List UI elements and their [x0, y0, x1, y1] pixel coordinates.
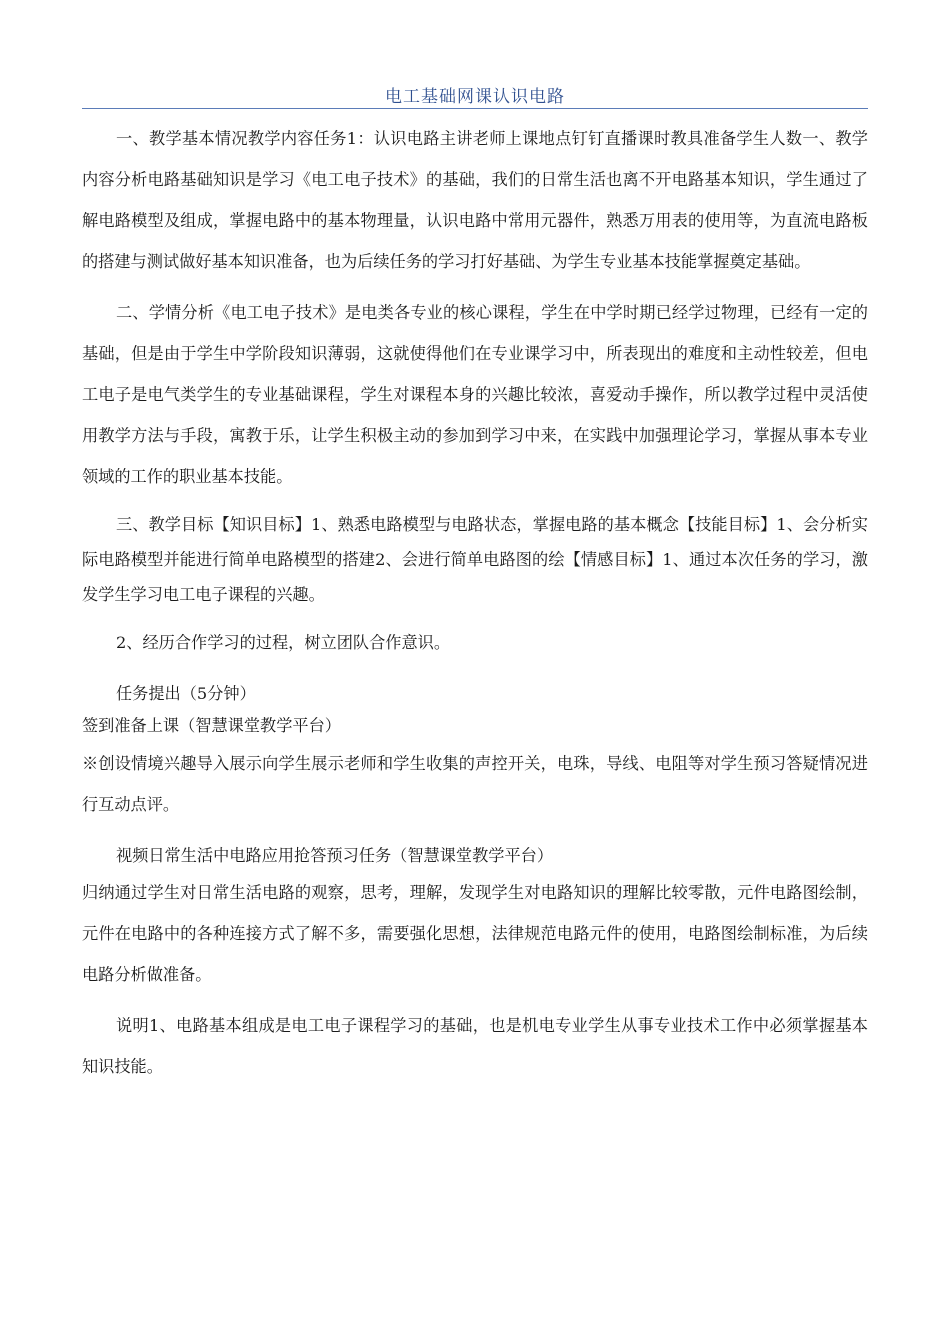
- paragraph-teaching-goals: 三、教学目标【知识目标】1、熟悉电路模型与电路状态，掌握电路的基本概念【技能目标】1、会分析实际电路模型并能进行简单电路模型的搭建2、会进行简单电路图的绘【情感目标】1、通过本次任务的学习，激发学生学习电工电子课程的兴趣。: [82, 515, 868, 604]
- paragraph-student-analysis: 二、学情分析《电工电子技术》是电类各专业的核心课程，学生在中学时期已经学过物理，已经有一定的基础，但是由于学生中学阶段知识薄弱，这就使得他们在专业课学习中，所表现出的难度和主动性较差，但电工电子是电气类学生的专业基础课程，学生对课程本身的兴趣比较浓，喜爱动手操作，所以教学过程中灵活使用教学方法与手段，寓教于乐，让学生积极主动的参加到学习中来，在实践中加强理论学习，掌握从事本专业领域的工作的职业基本技能。: [82, 303, 868, 486]
- paragraph-sign-in: 签到准备上课（智慧课堂教学平台）: [82, 716, 341, 735]
- paragraph-video-task: 视频日常生活中电路应用抢答预习任务（智慧课堂教学平台）: [116, 846, 554, 865]
- paragraph-teaching-content: 一、教学基本情况教学内容任务1：认识电路主讲老师上课地点钉钉直播课时教具准备学生人数一、教学内容分析电路基础知识是学习《电工电子技术》的基础，我们的日常生活也离不开电路基本知识，学生通过了解电路模型及组成，掌握电路中的基本物理量，认识电路中常用元器件，熟悉万用表的使用等，为直流电路板的搭建与测试做好基本知识准备，也为后续任务的学习打好基础、为学生专业基本技能掌握奠定基础。: [82, 129, 868, 271]
- paragraph-explanation: 说明1、电路基本组成是电工电子课程学习的基础，也是机电专业学生从事专业技术工作中必须掌握基本知识技能。: [82, 1016, 868, 1076]
- paragraph-task-intro: 任务提出（5分钟）: [116, 684, 256, 703]
- paragraph-summary: 归纳通过学生对日常生活电路的观察，思考，理解，发现学生对电路知识的理解比较零散，元件电路图绘制，元件在电路中的各种连接方式了解不多，需要强化思想，法律规范电路元件的使用，电路图绘制标准，为后续电路分析做准备。: [82, 883, 868, 984]
- paragraph-teamwork: 2、经历合作学习的过程，树立团队合作意识。: [116, 633, 451, 652]
- document-title: 电工基础网课认识电路: [385, 87, 565, 107]
- document-body: [82, 118, 868, 1087]
- paragraph-scenario: ※创设情境兴趣导入展示向学生展示老师和学生收集的声控开关，电珠，导线、电阻等对学生预习答疑情况进行互动点评。: [82, 754, 868, 814]
- header-rule: [82, 108, 868, 109]
